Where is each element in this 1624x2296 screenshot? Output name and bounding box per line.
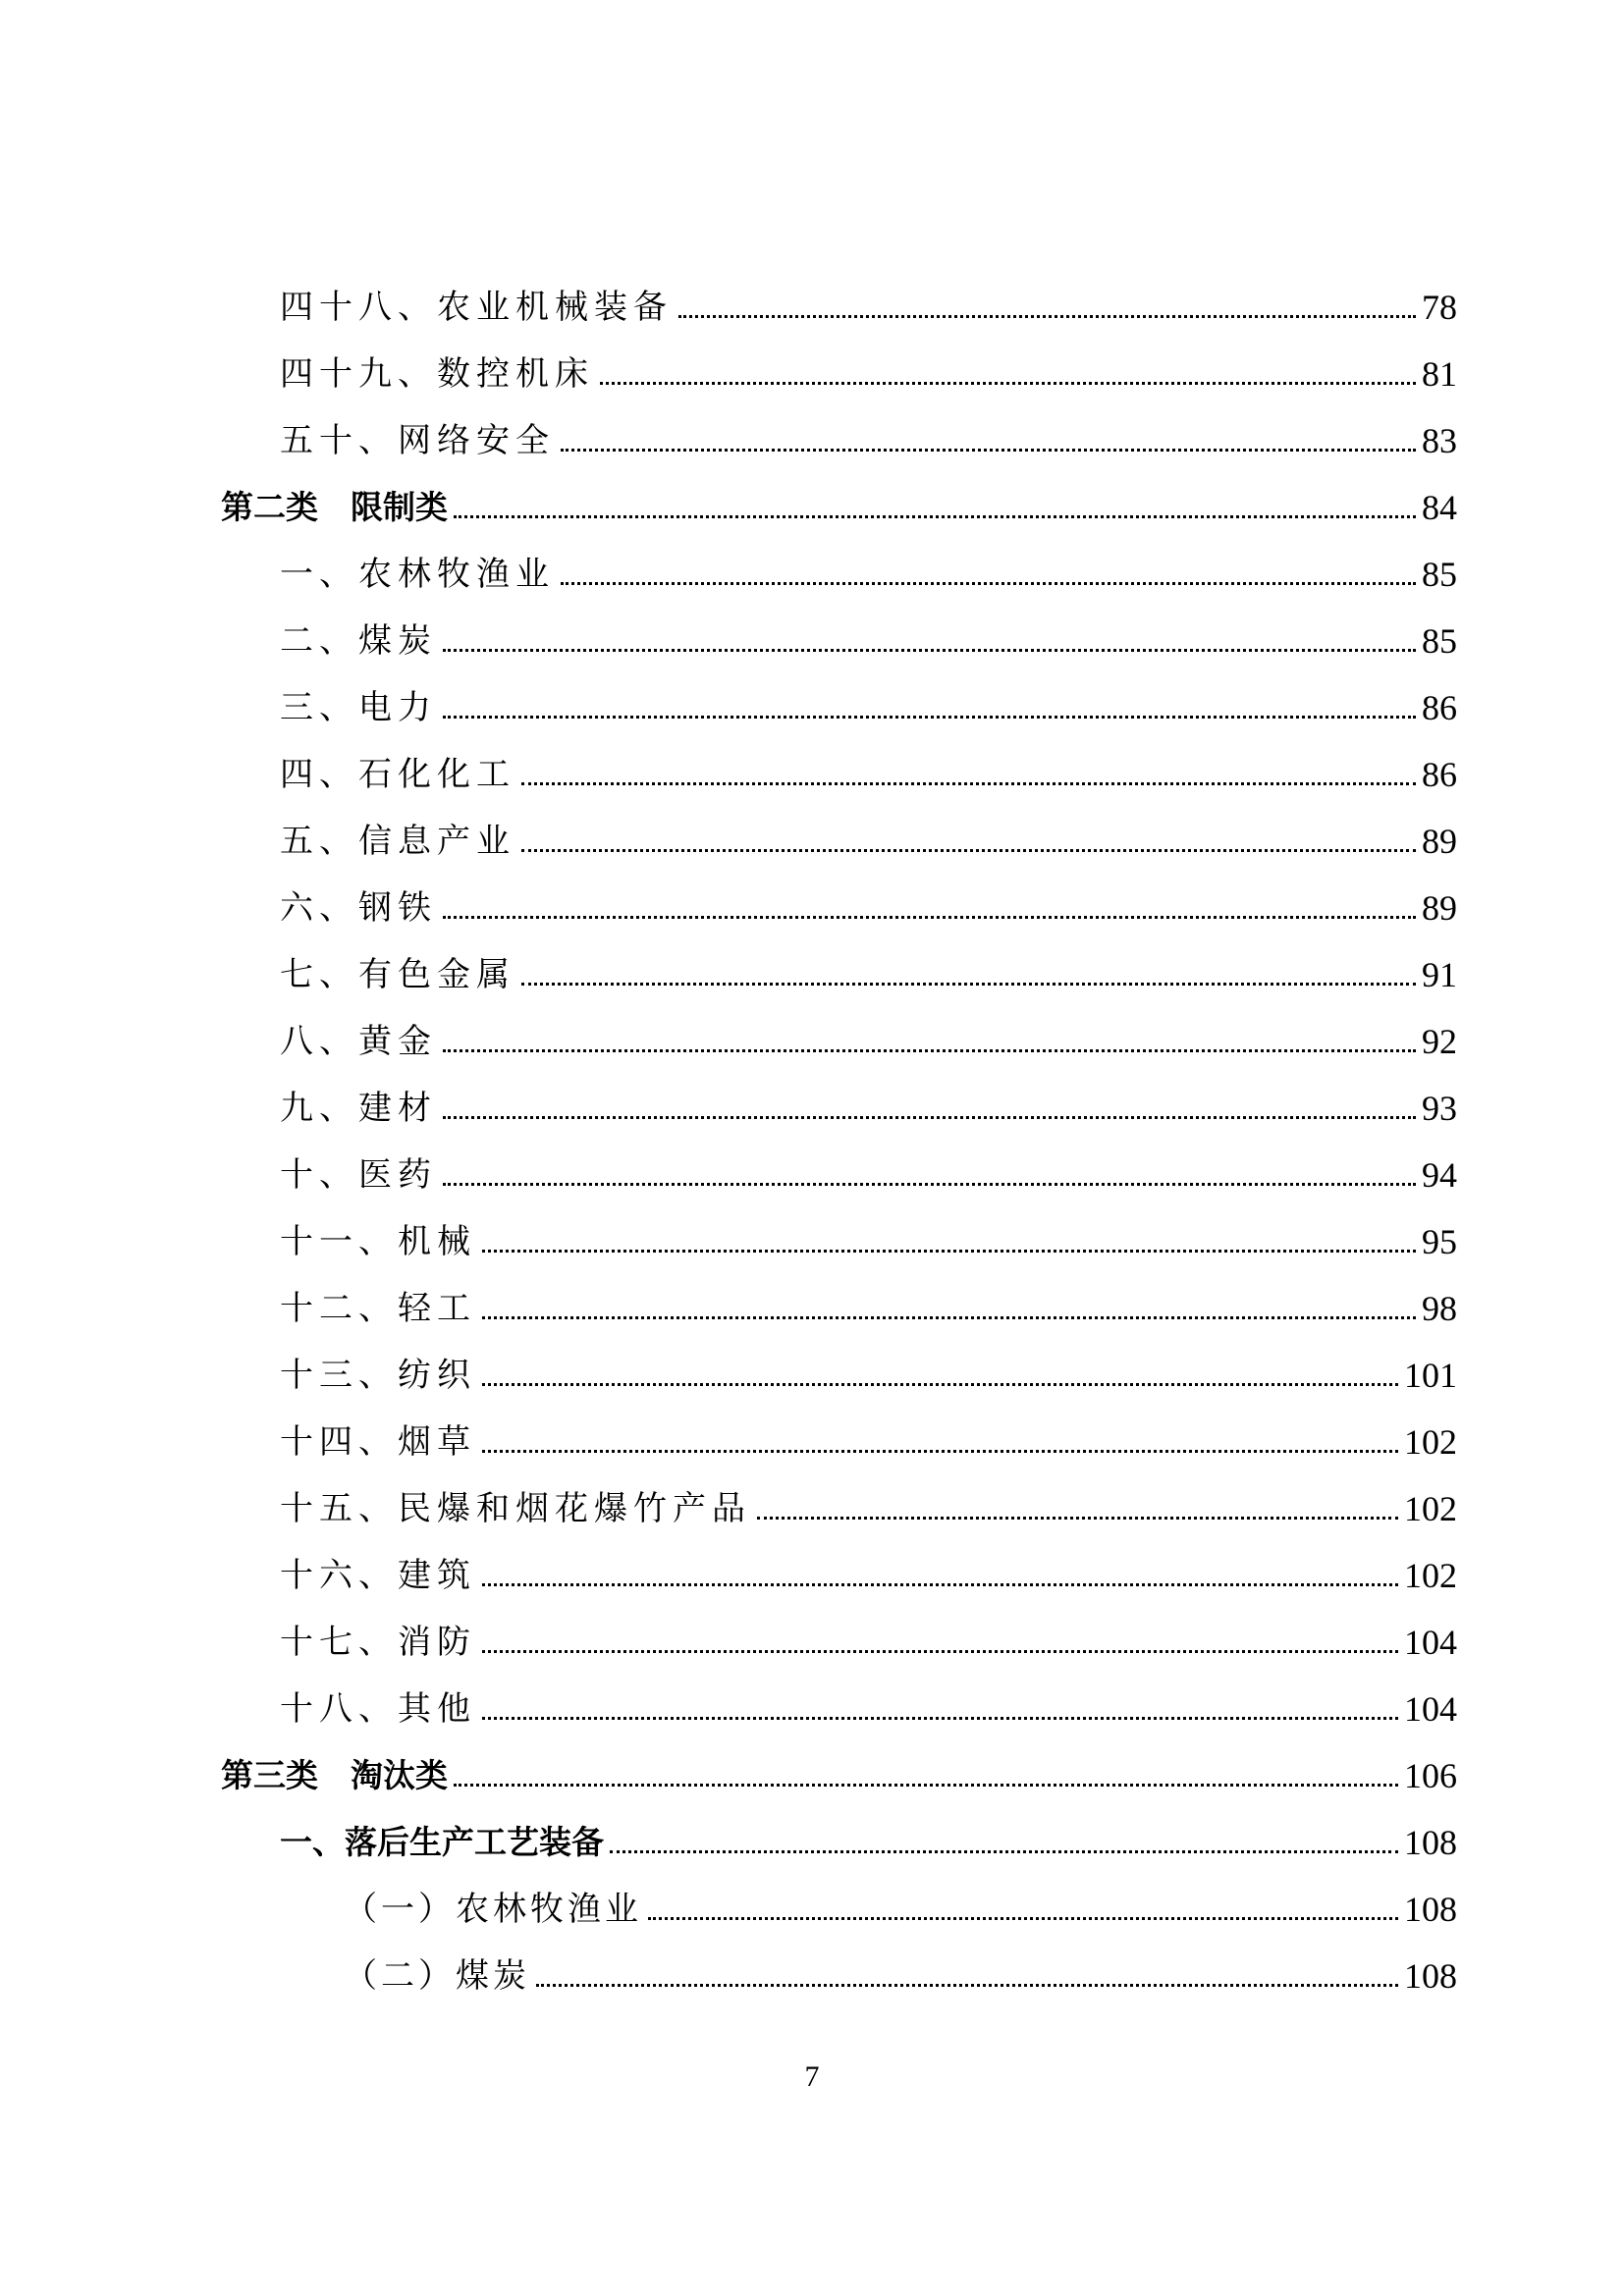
toc-entry-page: 98 bbox=[1422, 1289, 1457, 1328]
toc-entry-label: 五、信息产业 bbox=[280, 822, 515, 861]
toc-entry-label: 四十九、数控机床 bbox=[280, 354, 594, 394]
toc-entry[interactable] bbox=[0, 1405, 1624, 1464]
toc-entry-page: 104 bbox=[1404, 1623, 1457, 1662]
dot-leader bbox=[536, 1984, 1398, 1987]
toc-entry-page: 108 bbox=[1404, 1890, 1457, 1929]
dot-leader bbox=[521, 849, 1416, 852]
toc-entry[interactable] bbox=[0, 670, 1624, 729]
toc-entry-page: 101 bbox=[1404, 1356, 1457, 1395]
toc-entry-label: 三、电力 bbox=[280, 688, 437, 727]
toc-entry-page: 89 bbox=[1422, 822, 1457, 861]
toc-entry-page: 108 bbox=[1404, 1956, 1457, 1996]
toc-entry-page: 86 bbox=[1422, 755, 1457, 794]
toc-section-heading[interactable] bbox=[0, 1738, 1624, 1797]
toc-entry-page: 104 bbox=[1404, 1689, 1457, 1729]
toc-entry[interactable] bbox=[0, 270, 1624, 329]
page-number: 7 bbox=[804, 2060, 820, 2093]
toc-entry-page: 94 bbox=[1422, 1155, 1457, 1195]
toc-entry[interactable] bbox=[0, 604, 1624, 663]
toc-entry-label: 第三类 淘汰类 bbox=[221, 1756, 448, 1794]
dot-leader bbox=[482, 1383, 1398, 1386]
dot-leader bbox=[757, 1517, 1398, 1520]
dot-leader bbox=[482, 1650, 1398, 1653]
toc-entry-label: （二）煤炭 bbox=[344, 1956, 530, 1996]
dot-leader bbox=[482, 1450, 1398, 1453]
dot-leader bbox=[482, 1316, 1416, 1319]
toc-entry[interactable] bbox=[0, 1471, 1624, 1530]
toc-entry[interactable] bbox=[0, 537, 1624, 596]
dot-leader bbox=[561, 449, 1416, 452]
toc-entry-page: 85 bbox=[1422, 621, 1457, 661]
toc-entry-page: 86 bbox=[1422, 688, 1457, 727]
dot-leader bbox=[482, 1250, 1416, 1253]
toc-entry[interactable] bbox=[0, 1071, 1624, 1130]
dot-leader bbox=[561, 582, 1416, 585]
toc-entry-label: 十五、民爆和烟花爆竹产品 bbox=[280, 1489, 751, 1528]
toc-entry-page: 102 bbox=[1404, 1556, 1457, 1595]
toc-entry[interactable] bbox=[0, 1672, 1624, 1731]
toc-entry-label: 十一、机械 bbox=[280, 1222, 476, 1261]
dot-leader bbox=[443, 716, 1416, 719]
dot-leader bbox=[610, 1850, 1398, 1853]
toc-entry-label: 十六、建筑 bbox=[280, 1556, 476, 1595]
toc-entry[interactable] bbox=[0, 737, 1624, 796]
toc-entry-label: （一）农林牧渔业 bbox=[344, 1890, 642, 1929]
toc-entry[interactable] bbox=[0, 1204, 1624, 1263]
toc-section-heading[interactable] bbox=[0, 470, 1624, 529]
toc-entry-page: 78 bbox=[1422, 288, 1457, 327]
toc-entry-page: 106 bbox=[1404, 1756, 1457, 1795]
dot-leader bbox=[454, 515, 1416, 518]
toc-entry-page: 89 bbox=[1422, 888, 1457, 928]
dot-leader bbox=[443, 1049, 1416, 1052]
toc-entry-label: 一、农林牧渔业 bbox=[280, 555, 555, 594]
toc-entry[interactable] bbox=[0, 1605, 1624, 1664]
toc-entry-label: 十二、轻工 bbox=[280, 1289, 476, 1328]
toc-entry[interactable] bbox=[0, 871, 1624, 930]
toc-entry-page: 83 bbox=[1422, 421, 1457, 460]
toc-entry-page: 91 bbox=[1422, 955, 1457, 994]
dot-leader bbox=[443, 916, 1416, 919]
toc-entry-page: 102 bbox=[1404, 1422, 1457, 1462]
toc-entry-page: 108 bbox=[1404, 1823, 1457, 1862]
dot-leader bbox=[600, 382, 1416, 385]
toc-entry-label: 七、有色金属 bbox=[280, 955, 515, 994]
toc-entry-page: 95 bbox=[1422, 1222, 1457, 1261]
dot-leader bbox=[443, 1116, 1416, 1119]
toc-entry-label: 二、煤炭 bbox=[280, 621, 437, 661]
toc-entry[interactable] bbox=[0, 1939, 1624, 1998]
dot-leader bbox=[648, 1917, 1398, 1920]
toc-entry-label: 十、医药 bbox=[280, 1155, 437, 1195]
toc-entry-page: 85 bbox=[1422, 555, 1457, 594]
toc-entry-label: 十三、纺织 bbox=[280, 1356, 476, 1395]
dot-leader bbox=[443, 649, 1416, 652]
toc-entry[interactable] bbox=[0, 403, 1624, 462]
toc-entry-label: 十四、烟草 bbox=[280, 1422, 476, 1462]
toc-entry[interactable] bbox=[0, 1872, 1624, 1931]
dot-leader bbox=[454, 1784, 1398, 1787]
dot-leader bbox=[521, 782, 1416, 785]
toc-entry-page: 81 bbox=[1422, 354, 1457, 394]
toc-entry-label: 十七、消防 bbox=[280, 1623, 476, 1662]
toc-entry-label: 九、建材 bbox=[280, 1089, 437, 1128]
toc-entry-page: 84 bbox=[1422, 488, 1457, 527]
dot-leader bbox=[443, 1183, 1416, 1186]
toc-subsection-heading[interactable] bbox=[0, 1805, 1624, 1864]
toc-entry-label: 六、钢铁 bbox=[280, 888, 437, 928]
toc-entry-label: 第二类 限制类 bbox=[221, 488, 448, 526]
toc-entry[interactable] bbox=[0, 1538, 1624, 1597]
toc-entry[interactable] bbox=[0, 337, 1624, 396]
toc-entry[interactable] bbox=[0, 1004, 1624, 1063]
toc-entry[interactable] bbox=[0, 1138, 1624, 1197]
toc-entry[interactable] bbox=[0, 937, 1624, 996]
toc-entry-page: 102 bbox=[1404, 1489, 1457, 1528]
toc-entry-page: 93 bbox=[1422, 1089, 1457, 1128]
toc-entry-label: 十八、其他 bbox=[280, 1689, 476, 1729]
toc-entry[interactable] bbox=[0, 804, 1624, 863]
toc-entry-label: 一、落后生产工艺装备 bbox=[280, 1823, 604, 1861]
dot-leader bbox=[482, 1583, 1398, 1586]
toc-entry[interactable] bbox=[0, 1338, 1624, 1397]
dot-leader bbox=[521, 983, 1416, 986]
toc-entry-label: 五十、网络安全 bbox=[280, 421, 555, 460]
toc-entry-label: 八、黄金 bbox=[280, 1022, 437, 1061]
toc-entry-page: 92 bbox=[1422, 1022, 1457, 1061]
dot-leader bbox=[482, 1717, 1398, 1720]
dot-leader bbox=[678, 315, 1416, 318]
toc-entry-label: 四、石化化工 bbox=[280, 755, 515, 794]
toc-entry-label: 四十八、农业机械装备 bbox=[280, 288, 673, 327]
toc-entry[interactable] bbox=[0, 1271, 1624, 1330]
